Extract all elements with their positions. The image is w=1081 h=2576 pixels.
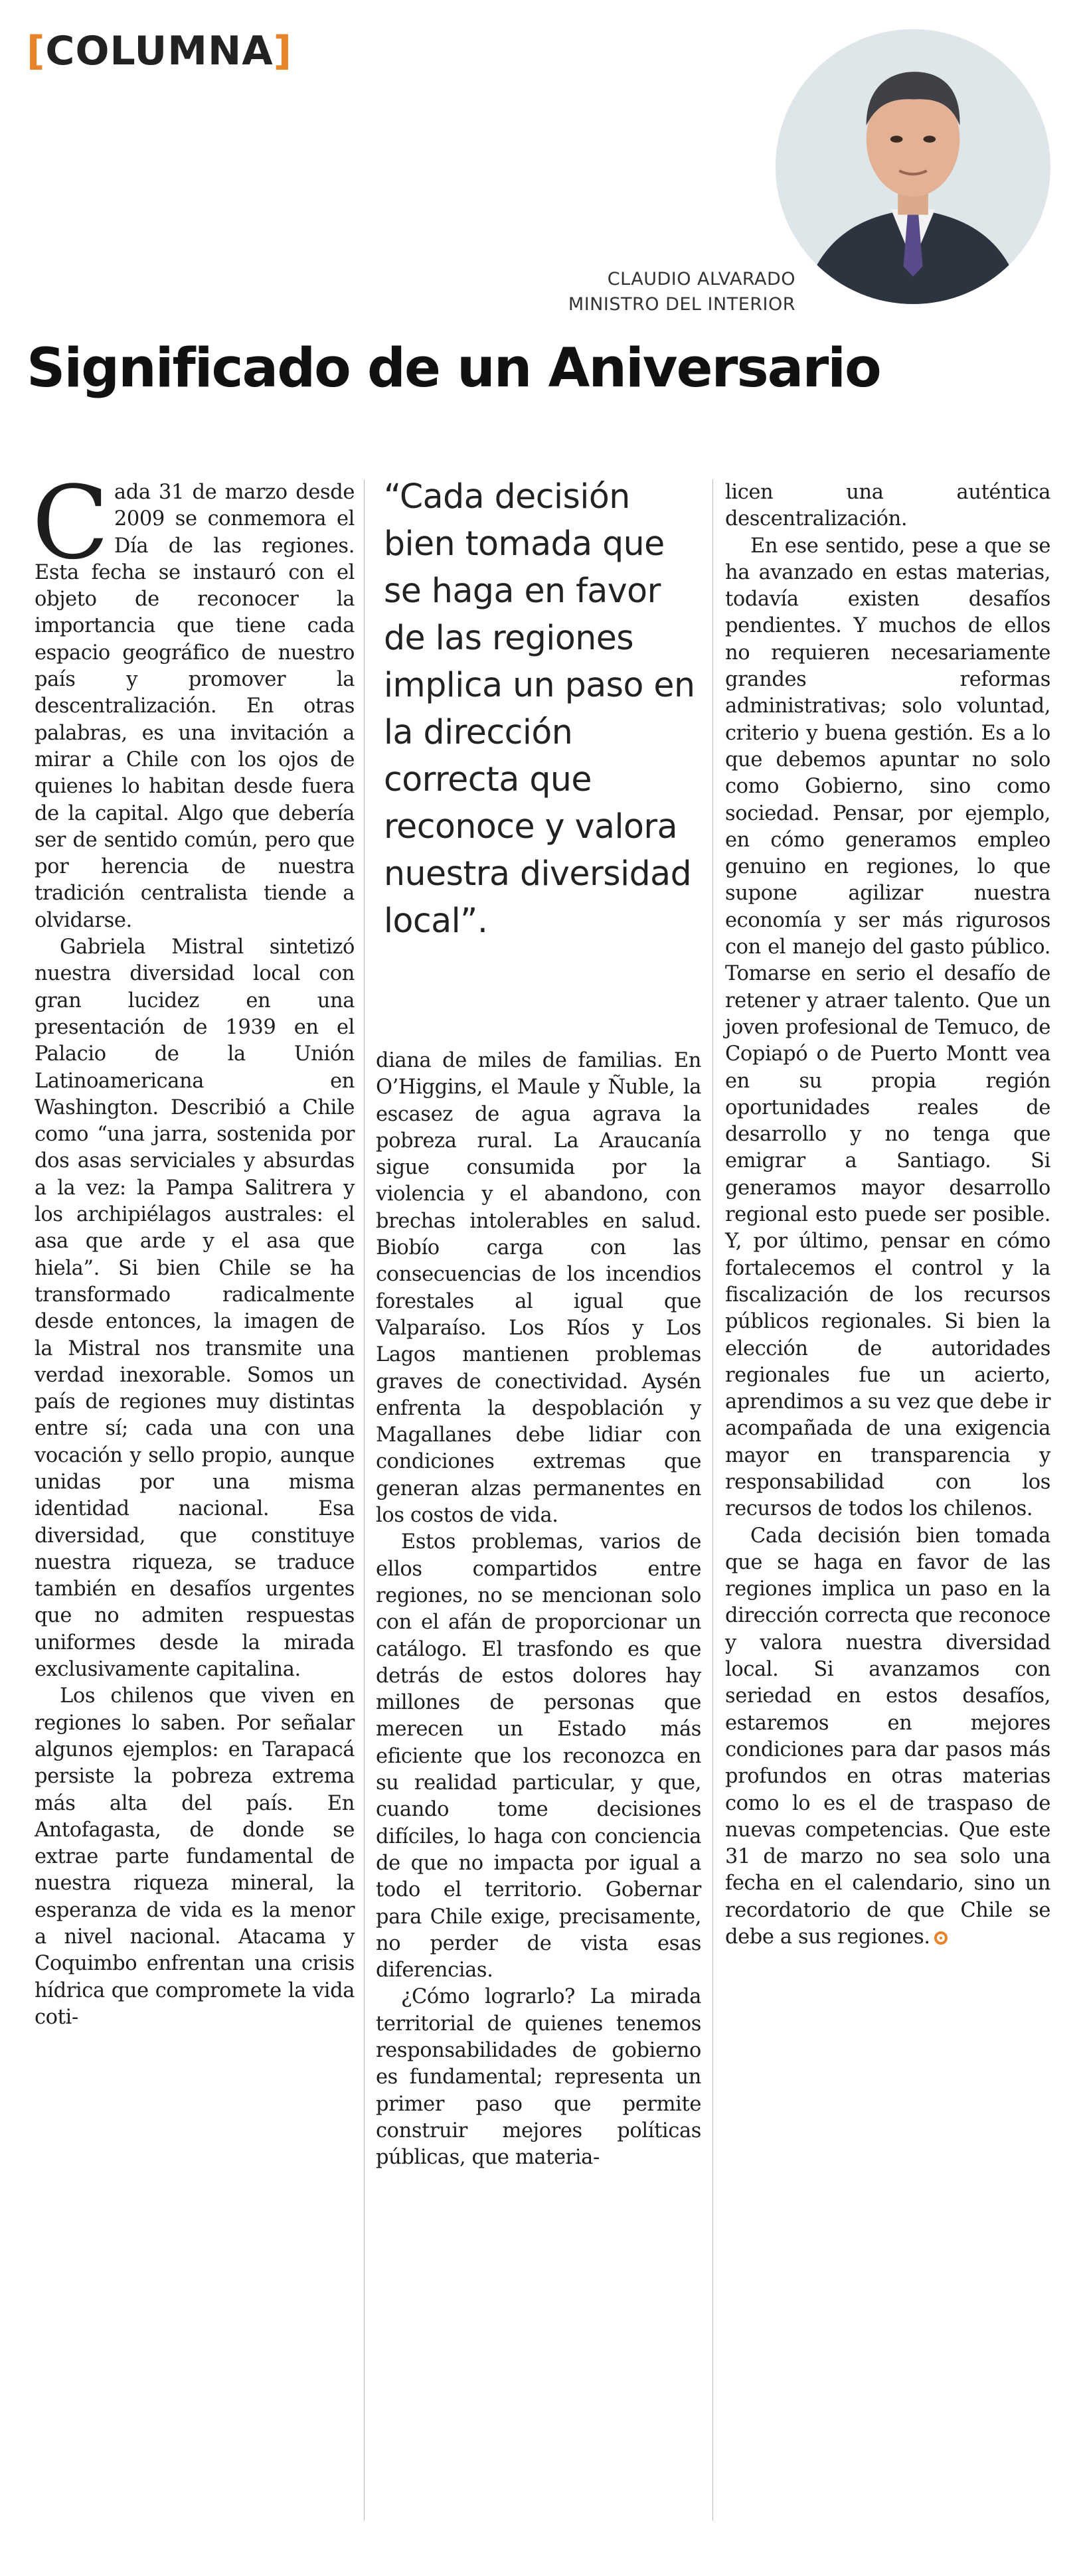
author-role: MINISTRO DEL INTERIOR (568, 294, 795, 315)
end-mark-icon (934, 1931, 948, 1945)
pull-quote: “Cada decisión bien tomada que se haga en favor de las regiones implica un paso en la dirección correcta que reconoce y valora nuestra diversidad local”. (384, 477, 695, 940)
author-portrait-illustration (776, 29, 1050, 304)
article-column-2 (376, 1048, 701, 2171)
drop-cap: C (32, 464, 109, 582)
paragraph: licen una auténtica descentralización. (725, 481, 1050, 531)
column-rule-1 (364, 479, 365, 2521)
article-column-3 (725, 479, 1050, 1951)
paragraph: En ese sentido, pese a que se ha avanzado en estas materias, todavía existen desafíos pendientes. Y muchos de ellos no requieren necesariamente grandes reformas administrativas; solo voluntad, criterio y buena gestión. Es a lo que debemos apuntar no solo como Gobierno, sino como sociedad. Pensar, por ejemplo, en cómo generamos empleo genuino en regiones, lo que supone agilizar nuestra economía y ser más rigurosos con el manejo del gasto público. Tomarse en serio el desafío de retener y atraer talento. Que un joven profesional de Temuco, de Copiapó o de Puerto Montt vea en su propia región oportunidades reales de desarrollo y no tenga que emigrar a Santiago. Si generamos mayor desarrollo regional esto puede ser posible. Y, por último, pensar en cómo fortalecemos el control y la fiscalización de los recursos públicos regionales. Si bien la elección de autoridades regionales fue un acierto, aprendimos a su vez que debe ir acompañada de una exigencia mayor en transparencia y responsabilidad con los recursos de todos los chilenos. (725, 534, 1050, 1521)
paragraph (32, 464, 355, 934)
author-credit (568, 267, 795, 317)
article-headline: Significado de un Aniversario (27, 337, 880, 400)
section-kicker: [COLUMNA] (27, 28, 293, 74)
paragraph: Los chilenos que viven en regiones lo saben. Por señalar algunos ejemplos: en Tarapacá persiste la pobreza extrema más alta del país. En Antofagasta, de donde se extrae parte fundamental de nuestra riqueza mineral, la esperanza de vida es la menor a nivel nacional. Atacama y Coquimbo enfrentan una crisis hídrica que compromete la vida coti- (35, 1684, 355, 2029)
section-label: COLUMNA (45, 28, 274, 74)
paragraph: diana de miles de familias. En O’Higgins, el Maule y Ñuble, la escasez de agua agrava la pobreza rural. La Araucanía sigue consumida por la violencia y el abandono, con brechas intolerables en salud. Biobío carga con las consecuencias de los incendios forestales al igual que Valparaíso. Los Ríos y Los Lagos mantienen problemas graves de conectividad. Aysén enfrenta la despoblación y Magallanes debe lidiar con condiciones extremas que generan alzas permanentes en los costos de vida. (376, 1049, 701, 1528)
paragraph-text: Cada decisión bien tomada que se haga en favor de las regiones implica un paso en la dirección correcta que reconoce y valora nuestra diversidad local. Si avanzamos con seriedad en estos desafíos, estaremos en mejores condiciones para dar pasos más profundos en otras materias como lo es el de traspaso de nuevas competencias. Que este 31 de marzo no sea solo una fecha en el calendario, sino un recordatorio de que Chile se debe a sus regiones. (725, 1524, 1050, 1949)
paragraph: Gabriela Mistral sintetizó nuestra diversidad local con gran lucidez en una presentación de 1939 en el Palacio de la Unión Latinoamericana en Washington. Describió a Chile como “una jarra, sostenida por dos asas serviciales y absurdas a la vez: la Pampa Salitrera y los archipiélagos australes: el asa que arde y el asa que hiela”. Si bien Chile se ha transformado radicalmente desde entonces, la imagen de la Mistral nos transmite una verdad inexorable. Somos un país de regiones muy distintas entre sí; cada una con una vocación y sello propio, aunque unidas por una misma identidad nacional. Esa diversidad, que constituye nuestra riqueza, se traduce también en desafíos urgentes que no admiten respuestas uniformes desde la mirada exclusivamente capitalina. (35, 935, 355, 1682)
author-portrait (776, 29, 1050, 304)
column-rule-2 (712, 479, 713, 2521)
paragraph (725, 1523, 1050, 1951)
author-name: CLAUDIO ALVARADO (607, 269, 795, 289)
paragraph: ¿Cómo lograrlo? La mirada territorial de quienes tenemos responsabilidades de gobierno es fundamental; representa un primer paso que permite construir mejores políticas públicas, que materia- (376, 1985, 701, 2170)
article-column-1 (32, 464, 355, 2031)
paragraph: Estos problemas, varios de ellos compartidos entre regiones, no se mencionan solo con el afán de proporcionar un catálogo. El trasfondo es que detrás de estos dolores hay millones de personas que merecen un Estado más eficiente que los reconozca en su realidad particular, y que, cuando tome decisiones difíciles, lo haga con conciencia de que no impacta por igual a todo el territorio. Gobernar para Chile exige, precisamente, no perder de vista esas diferencias. (376, 1530, 701, 1982)
paragraph-text: ada 31 de marzo desde 2009 se conmemora el Día de las regiones. Esta fecha se instauró con el objeto de reconocer la importancia que tiene cada espacio geográfico de nuestro país y promover la descentralización. En otras palabras, es una invitación a mirar a Chile con los ojos de quienes lo habitan desde fuera de la capital. Algo que debería ser de sentido común, pero que por herencia de nuestra tradición centralista tiende a olvidarse. (35, 481, 355, 932)
